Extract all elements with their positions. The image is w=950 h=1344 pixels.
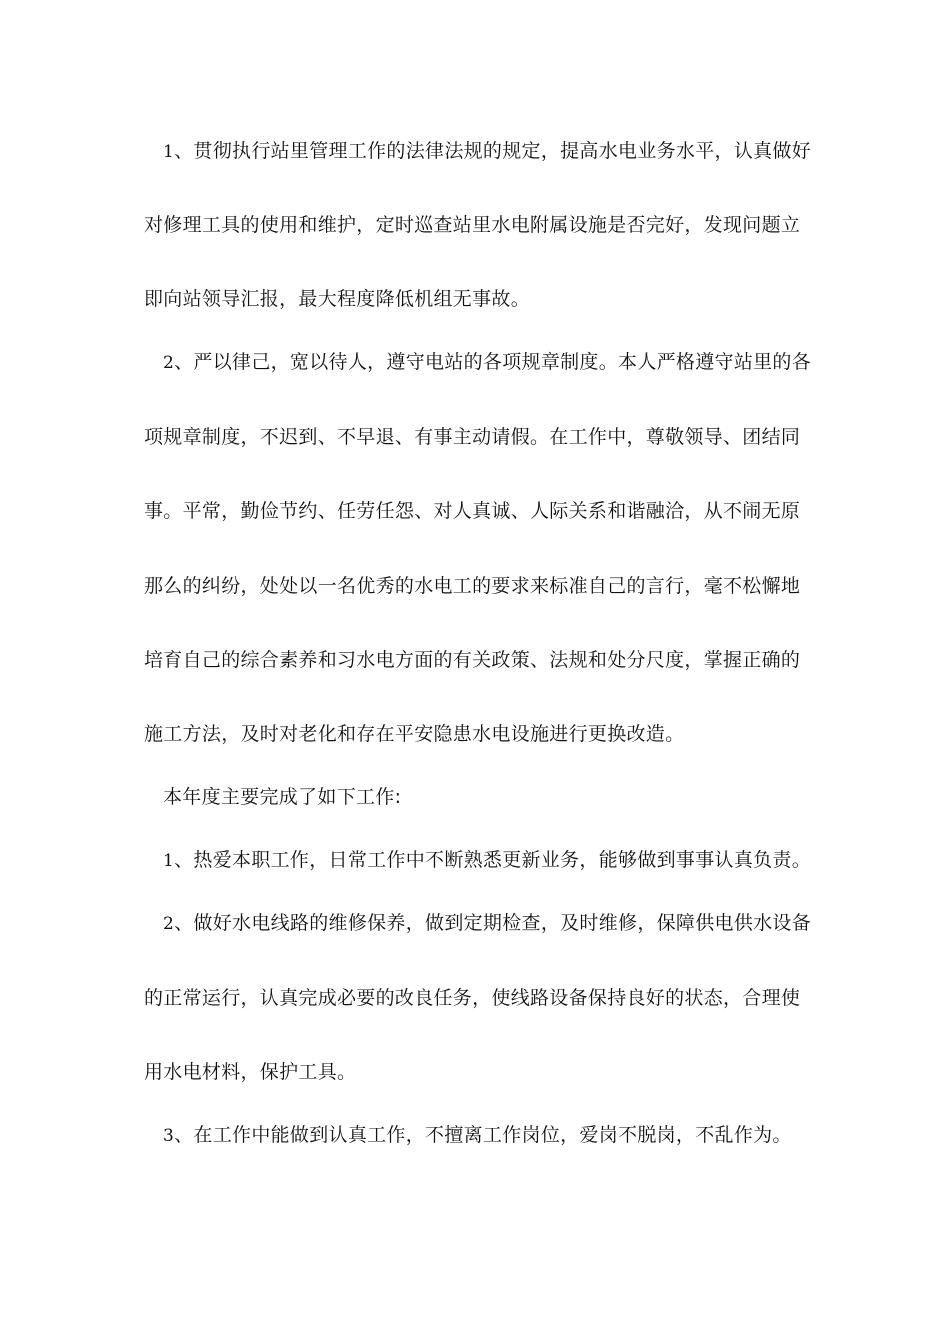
line-text: 的正常运行，认真完成必要的改良任务，使线路设备保持良好的状态，合理使 [144, 987, 801, 1009]
line-text: 培育自己的综合素养和习水电方面的有关政策、法规和处分尺度，掌握正确的 [144, 649, 801, 671]
paragraph-1-line-1 [163, 137, 814, 166]
line-text: 施工方法，及时对老化和存在平安隐患水电设施进行更换改造。 [144, 723, 685, 745]
list-number: 2 [163, 353, 175, 373]
paragraph-2-line-1 [163, 348, 814, 377]
item-1-line-1 [163, 846, 814, 875]
item-2-line-1 [163, 909, 814, 938]
line-text: 那么的纠纷，处处以一名优秀的水电工的要求来标准自己的言行，毫不松懈地 [144, 575, 801, 597]
paragraph-2-line-2 [144, 423, 814, 451]
list-number: 1 [163, 851, 175, 871]
paragraph-2-line-4 [144, 572, 814, 600]
line-text: 项规章制度，不迟到、不早退、有事主动请假。在工作中，尊敬领导、团结同 [144, 426, 801, 448]
paragraph-1-line-3 [144, 285, 814, 313]
item-3-line-1 [163, 1121, 814, 1150]
line-text: 用水电材料，保护工具。 [144, 1061, 357, 1083]
line-text: 、热爱本职工作，日常工作中不断熟悉更新业务，能够做到事事认真负责。 [174, 849, 812, 871]
line-text: 事。平常，勤俭节约、任劳任怨、对人真诚、人际关系和谐融洽，从不闹无原 [144, 500, 801, 522]
line-text: 即向站领导汇报，最大程度降低机组无事故。 [144, 288, 531, 310]
paragraph-2-line-5 [144, 646, 814, 674]
list-number: 3 [163, 1126, 175, 1146]
line-text: 、在工作中能做到认真工作，不擅离工作岗位，爱岗不脱岗，不乱作为。 [174, 1124, 792, 1146]
item-2-line-2 [144, 984, 814, 1012]
paragraph-2-line-3 [144, 497, 814, 525]
item-2-line-3 [144, 1058, 814, 1086]
paragraph-1-line-2 [144, 211, 814, 239]
line-text: 对修理工具的使用和维护，定时巡查站里水电附属设施是否完好，发现问题立 [144, 214, 801, 236]
section-heading [163, 783, 814, 811]
line-text: 、做好水电线路的维修保养，做到定期检查，及时维修，保障供电供水设备 [174, 912, 812, 934]
paragraph-2-line-6 [144, 720, 814, 748]
list-number: 2 [163, 914, 175, 934]
list-number: 1 [163, 142, 175, 162]
line-text: 、严以律己，宽以待人，遵守电站的各项规章制度。本人严格遵守站里的各 [174, 351, 812, 373]
line-text: 、贯彻执行站里管理工作的法律法规的规定，提高水电业务水平，认真做好 [174, 140, 812, 162]
line-text: 本年度主要完成了如下工作: [163, 786, 402, 808]
